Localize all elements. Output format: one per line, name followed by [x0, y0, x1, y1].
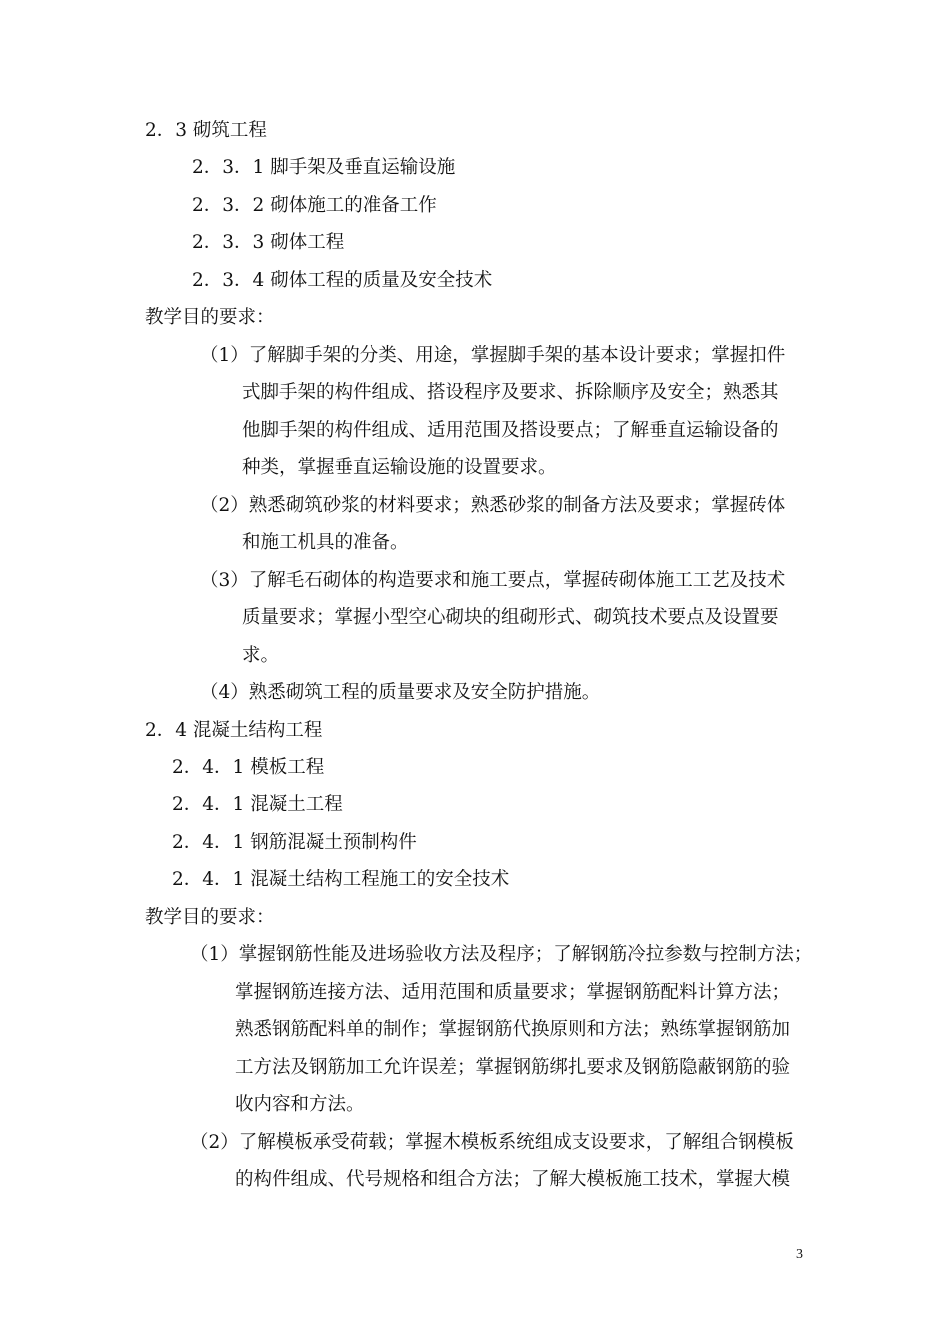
subsection-item: 2．4．1 混凝土结构工程施工的安全技术	[172, 869, 510, 890]
objective-line: 种类，掌握垂直运输设施的设置要求。	[242, 457, 557, 478]
objective-line: （4）熟悉砌筑工程的质量要求及安全防护措施。	[200, 682, 601, 703]
subsection-item: 2．3．3 砌体工程	[192, 232, 345, 253]
section-heading: 2．4 混凝土结构工程	[145, 720, 323, 741]
objective-line: 的构件组成、代号规格和组合方法；了解大模板施工技术，掌握大模	[235, 1169, 791, 1190]
subsection-item: 2．4．1 模板工程	[172, 757, 325, 778]
objective-line: （2）熟悉砌筑砂浆的材料要求；熟悉砂浆的制备方法及要求；掌握砖体	[200, 495, 786, 516]
section-heading: 2．3 砌筑工程	[145, 120, 267, 141]
objective-line: 掌握钢筋连接方法、适用范围和质量要求；掌握钢筋配料计算方法；	[235, 982, 791, 1003]
objective-line: 求。	[242, 645, 280, 666]
objective-line: 式脚手架的构件组成、搭设程序及要求、拆除顺序及安全；熟悉其	[242, 382, 779, 403]
objectives-label: 教学目的要求：	[145, 907, 275, 928]
objective-line: 质量要求；掌握小型空心砌块的组砌形式、砌筑技术要点及设置要	[242, 607, 779, 628]
objective-line: 工方法及钢筋加工允许误差；掌握钢筋绑扎要求及钢筋隐蔽钢筋的验	[235, 1057, 791, 1078]
objectives-label: 教学目的要求：	[145, 307, 275, 328]
objective-line: 收内容和方法。	[235, 1094, 365, 1115]
objective-line: （1）了解脚手架的分类、用途，掌握脚手架的基本设计要求；掌握扣件	[200, 345, 786, 366]
objective-line: 他脚手架的构件组成、适用范围及搭设要点；了解垂直运输设备的	[242, 420, 779, 441]
objective-line: 熟悉钢筋配料单的制作；掌握钢筋代换原则和方法；熟练掌握钢筋加	[235, 1019, 791, 1040]
objective-line: （1）掌握钢筋性能及进场验收方法及程序；了解钢筋冷拉参数与控制方法；	[190, 944, 813, 965]
objective-line: （3）了解毛石砌体的构造要求和施工要点，掌握砖砌体施工工艺及技术	[200, 570, 786, 591]
subsection-item: 2．3．1 脚手架及垂直运输设施	[192, 157, 456, 178]
subsection-item: 2．3．2 砌体施工的准备工作	[192, 195, 437, 216]
page-number: 3	[796, 1247, 803, 1262]
subsection-item: 2．4．1 钢筋混凝土预制构件	[172, 832, 417, 853]
subsection-item: 2．3．4 砌体工程的质量及安全技术	[192, 270, 493, 291]
objective-line: 和施工机具的准备。	[242, 532, 409, 553]
objective-line: （2）了解模板承受荷载；掌握木模板系统组成支设要求，了解组合钢模板	[190, 1132, 794, 1153]
subsection-item: 2．4．1 混凝土工程	[172, 794, 343, 815]
